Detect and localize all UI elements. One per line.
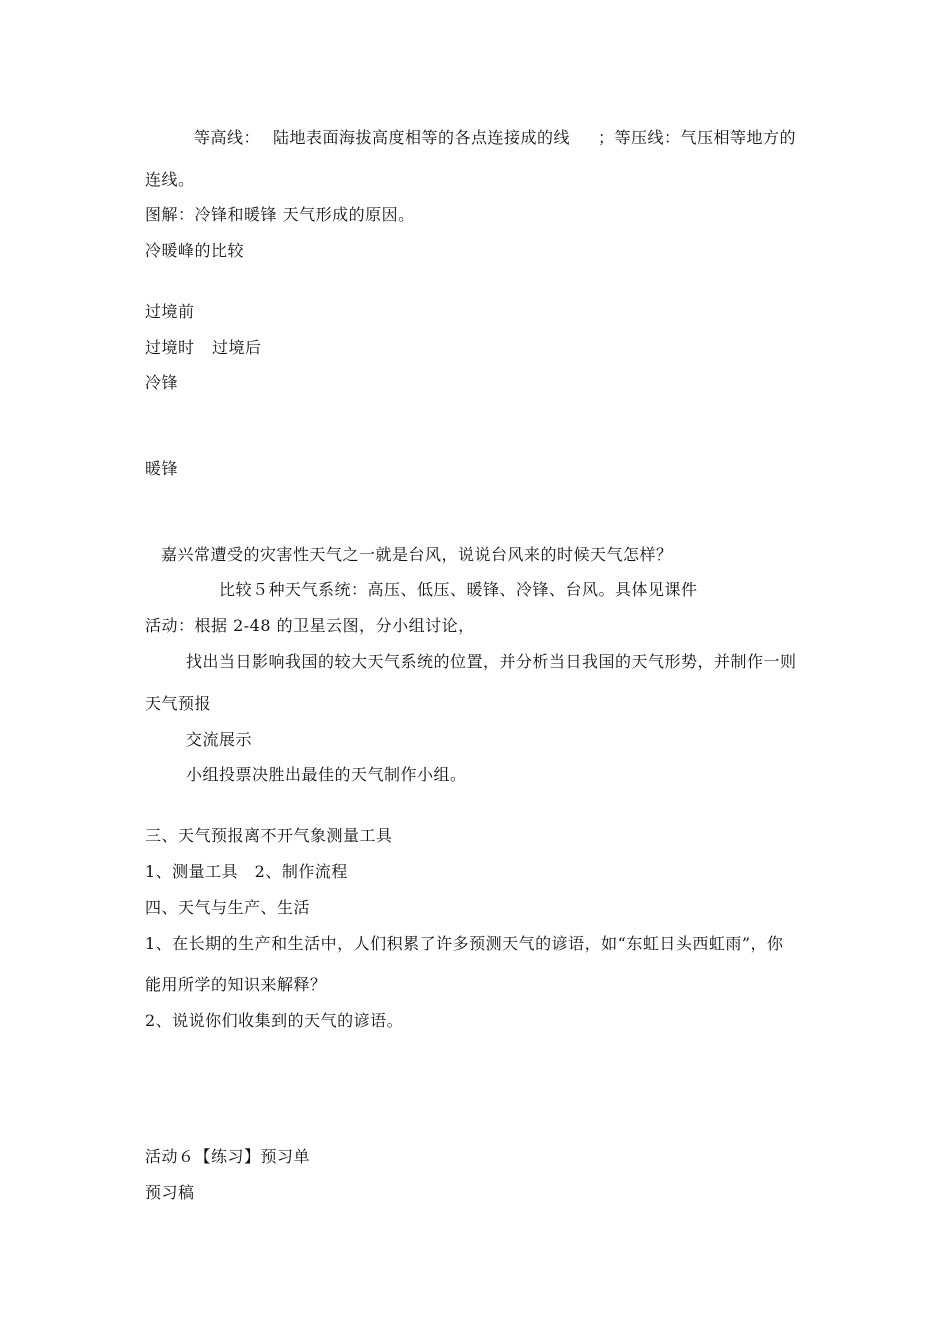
text-line: 2、说说你们收集到的天气的谚语。 <box>145 1011 404 1030</box>
text-line: 1、测量工具 2、制作流程 <box>145 862 348 881</box>
contour-label: 等高线： <box>194 128 261 147</box>
contour-definition: 陆地表面海拔高度相等的各点连接成的线 <box>273 128 571 147</box>
section-heading: 三、天气预报离不开气象测量工具 <box>145 826 393 845</box>
text-line: 嘉兴常遭受的灾害性天气之一就是台风，说说台风来的时候天气怎样？ <box>161 545 673 564</box>
text-line: 比较５种天气系统：高压、低压、暖锋、冷锋、台风。具体见课件 <box>219 580 698 599</box>
text-line: 冷暖峰的比较 <box>145 241 245 260</box>
text-line: 图解：冷锋和暖锋 天气形成的原因。 <box>145 205 415 224</box>
text-line: 交流展示 <box>186 730 253 749</box>
text-line: 活动：根据 2-48 的卫星云图，分小组讨论， <box>145 616 475 635</box>
text-line: 能用所学的知识来解释？ <box>145 975 327 994</box>
text-line: 天气预报 <box>145 694 212 713</box>
text-line: 小组投票决胜出最佳的天气制作小组。 <box>186 765 467 784</box>
section-heading: 四、天气与生产、生活 <box>145 898 311 917</box>
text-line: 预习稿 <box>145 1183 195 1202</box>
activity-heading: 活动６【练习】预习单 <box>145 1147 311 1166</box>
text-line: 暖锋 <box>145 459 179 478</box>
isobar-definition: ；等压线：气压相等地方的 <box>598 128 797 147</box>
text-line: 冷锋 <box>145 373 179 392</box>
text-line: 1、在长期的生产和生活中，人们积累了许多预测天气的谚语，如“东虹日头西虹雨”，你 <box>145 934 784 953</box>
text-line: 过境时 <box>145 338 195 357</box>
text-line: 过境前 <box>145 302 195 321</box>
text-line: 过境后 <box>212 338 262 357</box>
text-line: 连线。 <box>145 170 195 189</box>
text-line: 找出当日影响我国的较大天气系统的位置，并分析当日我国的天气形势，并制作一则 <box>186 652 797 671</box>
